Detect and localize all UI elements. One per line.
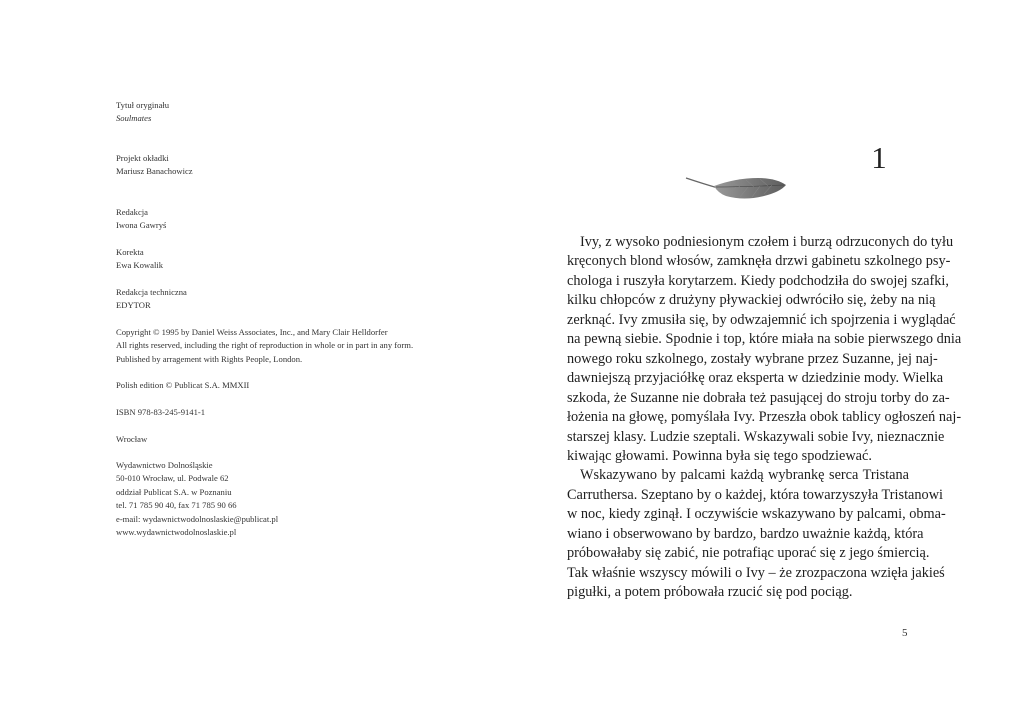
text-line: Ivy, z wysoko podniesionym czołem i burzą odrzuconych do tyłu — [580, 234, 954, 250]
publisher-line: www.wydawnictwodolnoslaskie.pl — [116, 527, 237, 538]
text-line: chologa i ruszyła korytarzem. Kiedy podchodziła do swojej szafki, — [567, 272, 949, 289]
text-line: Carruthersa. Szeptano by o każdej, która towarzyszyła Tristanowi — [567, 486, 943, 503]
editing-block — [116, 206, 166, 233]
copyright-block — [116, 326, 413, 366]
proofreading-block — [116, 246, 163, 273]
city-block — [116, 433, 147, 446]
polish-edition: Polish edition © Publicat S.A. MMXII — [116, 380, 250, 390]
text-line: kiwając głowami. Powinna była się tego spodziewać. — [567, 447, 872, 464]
isbn-block — [116, 406, 205, 419]
polish-edition-block — [116, 379, 249, 392]
editing-label: Redakcja — [116, 207, 148, 217]
original-title-block — [116, 99, 169, 126]
proof-label: Korekta — [116, 247, 144, 257]
right-page-chapter — [512, 0, 1024, 724]
publisher-line: oddział Publicat S.A. w Poznaniu — [116, 486, 232, 497]
text-line: kilku chłopców z drużyny pływackiej odwróciło się, żeby na nią — [567, 292, 936, 309]
technical-editing-block — [116, 286, 187, 313]
text-line: Tak właśnie wszyscy mówili o Ivy – że zrozpaczona wzięła jakieś — [567, 564, 945, 581]
text-line: wiano i obserwowano by bardzo, bardzo uważnie każdą, która — [567, 525, 924, 542]
copyright-line: Published by arragement with Rights People, London. — [116, 353, 303, 364]
tech-name: EDYTOR — [116, 300, 151, 311]
isbn: ISBN 978-83-245-9141-1 — [116, 407, 206, 417]
proof-name: Ewa Kowalik — [116, 260, 164, 271]
text-line: w noc, kiedy zginął. I oczywiście wskazywano by palcami, obma- — [567, 506, 946, 523]
text-line: próbowałaby się zabić, nie potrafiąc uporać się z jego śmiercią. — [567, 545, 930, 562]
page-number: 5 — [902, 627, 908, 639]
editing-name: Iwona Gawryś — [116, 220, 167, 231]
publisher-block — [116, 459, 278, 539]
text-line: pigułki, a potem próbowała rzucić się pod pociąg. — [567, 584, 853, 601]
publisher-line: Wydawnictwo Dolnośląskie — [116, 460, 213, 470]
text-line: na pewną siebie. Spodnie i top, które miała na sobie pierwszego dnia — [567, 331, 962, 348]
publisher-line: e-mail: wydawnictwodolnoslaskie@publicat.pl — [116, 513, 279, 524]
feather-icon — [684, 172, 788, 206]
tech-label: Redakcja techniczna — [116, 287, 187, 297]
copyright-line: Copyright © 1995 by Daniel Weiss Associates, Inc., and Mary Clair Helldorfer — [116, 327, 388, 337]
text-line: szkoda, że Suzanne nie dobrała też pasującej do stroju torby do za- — [567, 389, 950, 406]
cover-design-block — [116, 152, 193, 179]
chapter-number: 1 — [871, 140, 887, 175]
cover-name: Mariusz Banachowicz — [116, 166, 193, 177]
chapter-body — [567, 233, 962, 603]
original-title-label: Tytuł oryginału — [116, 100, 170, 110]
publisher-line: tel. 71 785 90 40, fax 71 785 90 66 — [116, 500, 237, 511]
copyright-line: All rights reserved, including the right of reproduction in whole or in part in any form. — [116, 340, 414, 351]
text-line: starszej klasy. Ludzie szeptali. Wskazywali sobie Ivy, nieznacznie — [567, 428, 945, 445]
text-line: Wskazywano by palcami każdą wybrankę serca Tristana — [580, 467, 909, 484]
text-line: łożenia na głowę, pomyślała Ivy. Przeszła obok tablicy ogłoszeń naj- — [567, 409, 962, 426]
publisher-line: 50-010 Wrocław, ul. Podwale 62 — [116, 473, 229, 484]
text-line: dawniejszą przyjaciółkę oraz eksperta w dziedzinie mody. Wielka — [567, 370, 944, 387]
original-title: Soulmates — [116, 113, 152, 124]
text-line: nowego roku szkolnego, zostały wybrane przez Suzanne, jej naj- — [567, 350, 938, 367]
text-line: zerknąć. Ivy zmusiła się, by odwzajemnić ich spojrzenia i wyglądać — [567, 311, 956, 328]
city: Wrocław — [116, 434, 148, 444]
text-line: kręconych blond włosów, zamknęła drzwi gabinetu szkolnego psy- — [567, 253, 951, 270]
cover-label: Projekt okładki — [116, 153, 169, 163]
